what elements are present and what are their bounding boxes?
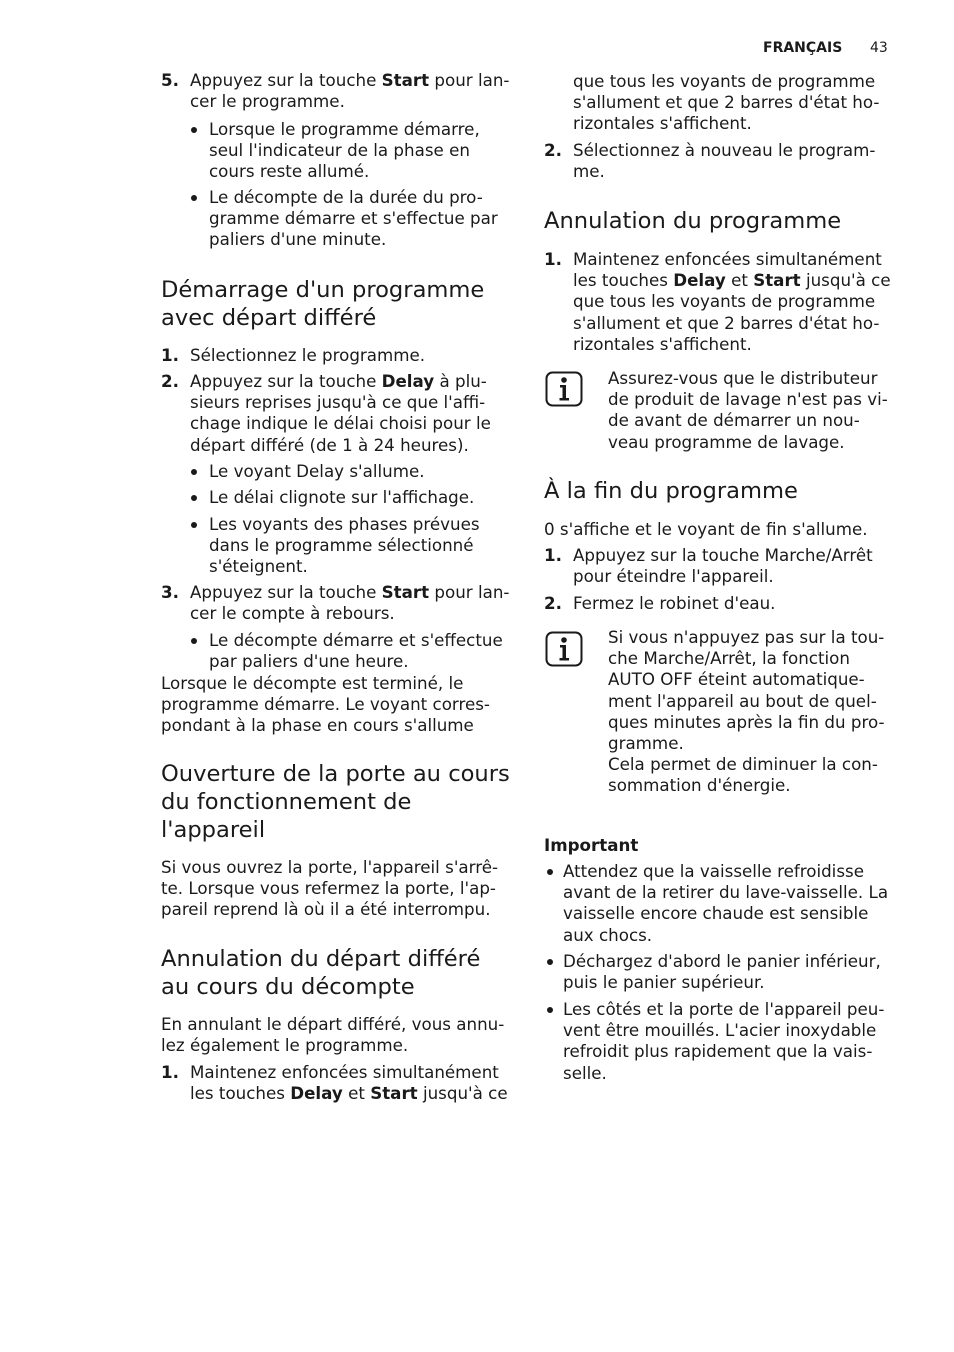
key-name-start: Start <box>381 582 430 602</box>
step-1 <box>161 345 425 366</box>
step-text <box>190 371 491 456</box>
text-line: programme démarre. Le voyant corres- <box>161 694 490 715</box>
text-line <box>573 270 891 291</box>
text-line: Si vous ouvrez la porte, l'appareil s'arrê- <box>161 857 498 877</box>
text-line: ment l'appareil au bout de quel- <box>608 690 877 711</box>
bullet-marker <box>191 127 197 133</box>
step-text <box>190 70 509 112</box>
bullet-marker <box>191 469 197 475</box>
text-line: de avant de démarrer un nou- <box>608 410 860 431</box>
step-number: 5. <box>161 70 179 90</box>
text-line: cer le compte à rebours. <box>190 603 395 624</box>
text-line: avant de la retirer du lave-vaisselle. La <box>563 882 889 903</box>
bullet-marker <box>547 869 553 875</box>
text-run: Appuyez sur la touche <box>190 582 382 602</box>
text-line: seul l'indicateur de la phase en <box>209 140 470 161</box>
text-line: Le voyant Delay s'allume. <box>209 461 425 481</box>
key-name-delay: Delay <box>381 371 435 391</box>
step-text <box>573 249 891 355</box>
step-text <box>573 545 873 587</box>
bullet-item <box>189 514 480 578</box>
text-line: vent être mouillés. L'acier inoxydable <box>563 1020 877 1041</box>
info-icon <box>545 371 583 407</box>
text-line: départ différé (de 1 à 24 heures). <box>190 434 469 455</box>
text-line: Sélectionnez le programme. <box>190 345 426 365</box>
text-line: s'éteignent. <box>209 556 308 577</box>
text-line: Lorsque le programme démarre, <box>209 119 480 139</box>
text-line: Cela permet de diminuer la con- <box>608 754 878 775</box>
bullet-item <box>545 861 888 946</box>
text-line <box>190 371 491 392</box>
key-name-start: Start <box>370 1083 418 1104</box>
body-paragraph <box>161 673 490 737</box>
step-continuation <box>573 71 879 135</box>
key-name-start: Start <box>753 270 801 291</box>
text-line: pareil reprend là où il a été interrompu. <box>161 899 491 920</box>
text-line: Sélectionnez à nouveau le program- <box>573 140 876 160</box>
bullet-text <box>209 119 480 183</box>
heading-line: du fonctionnement de <box>161 788 412 815</box>
text-line: pour éteindre l'appareil. <box>573 566 774 587</box>
key-name-delay: Delay <box>290 1083 343 1104</box>
bullet-item <box>189 119 480 183</box>
bullet-marker <box>547 1007 553 1013</box>
text-line: s'allument et que 2 barres d'état ho- <box>573 312 880 333</box>
text-line: Lorsque le décompte est terminé, le <box>161 673 464 693</box>
bullet-item <box>189 630 503 672</box>
heading-line: Ouverture de la porte au cours <box>161 761 510 787</box>
text-run: Appuyez sur la touche <box>190 70 382 90</box>
step-text <box>190 345 425 366</box>
step-text <box>573 140 875 182</box>
text-line <box>190 70 509 91</box>
body-paragraph <box>161 857 498 921</box>
step-number: 1. <box>161 1062 179 1082</box>
text-line: Assurez-vous que le distributeur <box>608 368 878 388</box>
text-line: selle. <box>563 1062 607 1083</box>
text-line: Le délai clignote sur l'affichage. <box>209 487 475 507</box>
text-line: Maintenez enfoncées simultanément <box>190 1062 499 1082</box>
text-run: à plu- <box>434 371 487 391</box>
text-line: sieurs reprises jusqu'à ce que l'affi- <box>190 392 486 413</box>
text-run: les touches <box>190 1083 291 1104</box>
bullet-text <box>209 461 425 482</box>
heading-line: Démarrage d'un programme <box>161 277 485 303</box>
text-line: me. <box>573 161 605 182</box>
info-note-text <box>608 368 888 453</box>
text-line: ques minutes après la fin du pro- <box>608 711 885 732</box>
step-1 <box>161 1062 508 1104</box>
bullet-item <box>545 951 881 993</box>
text-line: Si vous n'appuyez pas sur la tou- <box>608 627 885 647</box>
info-note-text <box>608 627 885 797</box>
heading-line: Annulation du départ différé <box>161 946 481 972</box>
important-title: Important <box>544 835 639 855</box>
bullet-item <box>545 999 884 1084</box>
text-line: vaisselle encore chaude est sensible <box>563 903 869 924</box>
bullet-item <box>189 487 474 508</box>
bullet-text <box>563 951 881 993</box>
heading-line: au cours du décompte <box>161 973 415 1000</box>
bullet-marker <box>191 195 197 201</box>
section-heading-door-opening <box>161 761 510 844</box>
text-line: AUTO OFF éteint automatique- <box>608 669 865 690</box>
text-line: refroidit plus rapidement que la vais- <box>563 1041 873 1062</box>
text-line: s'allument et que 2 barres d'état ho- <box>573 92 880 113</box>
heading-line: l'appareil <box>161 816 266 843</box>
text-line: Les voyants des phases prévues <box>209 514 480 534</box>
text-line: par paliers d'une heure. <box>209 651 409 672</box>
body-paragraph <box>544 519 868 540</box>
section-heading-cancel-program: Annulation du programme <box>544 208 842 234</box>
text-line: che Marche/Arrêt, la fonction <box>608 648 850 669</box>
text-line: En annulant le départ différé, vous annu- <box>161 1014 505 1034</box>
bullet-text <box>563 999 884 1084</box>
body-paragraph <box>161 1014 504 1056</box>
step-text <box>573 593 776 614</box>
text-run: Appuyez sur la touche <box>190 371 382 391</box>
step-2 <box>161 371 491 456</box>
section-heading-cancel-delay <box>161 946 480 1002</box>
text-line: pondant à la phase en cours s'allume <box>161 715 474 736</box>
text-line: Le décompte de la durée du pro- <box>209 187 483 207</box>
text-line: de produit de lavage n'est pas vi- <box>608 389 888 410</box>
step-1 <box>544 545 873 587</box>
text-line: Appuyez sur la touche Marche/Arrêt <box>573 545 873 565</box>
text-line <box>190 1083 508 1104</box>
text-line: rizontales s'affichent. <box>573 113 752 134</box>
text-line: veau programme de lavage. <box>608 431 845 452</box>
bullet-marker <box>191 638 197 644</box>
text-run: pour lan- <box>429 70 510 90</box>
text-line: cer le programme. <box>190 91 345 112</box>
text-line: chage indique le délai choisi pour le <box>190 413 491 434</box>
text-run: et <box>342 1083 371 1104</box>
step-3 <box>161 582 509 624</box>
heading-line: avec départ différé <box>161 304 377 331</box>
bullet-text <box>209 630 503 672</box>
bullet-text <box>209 514 480 578</box>
step-5 <box>161 70 509 112</box>
language-label: FRANÇAIS <box>763 40 843 56</box>
step-number: 1. <box>161 345 179 365</box>
text-line: lez également le programme. <box>161 1035 409 1056</box>
text-line: sommation d'énergie. <box>608 775 791 796</box>
step-text <box>190 582 509 624</box>
text-run: les touches <box>573 270 674 291</box>
text-line: gramme démarre et s'effectue par <box>209 208 498 229</box>
step-number: 1. <box>544 545 562 565</box>
step-1 <box>544 249 891 355</box>
bullet-text <box>209 487 474 508</box>
text-line: Le décompte démarre et s'effectue <box>209 630 503 650</box>
text-line: que tous les voyants de programme <box>573 291 876 312</box>
text-line: puis le panier supérieur. <box>563 972 765 993</box>
info-icon <box>545 631 583 667</box>
key-name-start: Start <box>381 70 430 90</box>
page-number: 43 <box>870 40 888 56</box>
section-heading-end-of-program: À la fin du programme <box>544 478 798 504</box>
text-line: que tous les voyants de programme <box>573 71 876 91</box>
bullet-text <box>209 187 498 251</box>
text-line: Les côtés et la porte de l'appareil peu- <box>563 999 885 1019</box>
key-name-delay: Delay <box>673 270 726 291</box>
text-line: rizontales s'affichent. <box>573 333 752 354</box>
step-2 <box>544 140 875 182</box>
text-line: Attendez que la vaisselle refroidisse <box>563 861 864 881</box>
bullet-text <box>563 861 888 946</box>
bullet-marker <box>191 495 197 501</box>
bullet-item <box>189 187 498 251</box>
bullet-marker <box>547 959 553 965</box>
text-line: Maintenez enfoncées simultanément <box>573 249 882 269</box>
text-line: te. Lorsque vous refermez la porte, l'ap- <box>161 878 496 899</box>
step-number: 2. <box>544 140 562 160</box>
text-line: Déchargez d'abord le panier inférieur, <box>563 951 881 971</box>
bullet-item <box>189 461 425 482</box>
section-heading-delayed-start <box>161 277 484 333</box>
text-line: 0 s'affiche et le voyant de fin s'allume. <box>544 519 868 539</box>
step-text <box>190 1062 508 1104</box>
text-line: Fermez le robinet d'eau. <box>573 593 776 613</box>
text-run: et <box>725 270 754 291</box>
text-line: aux chocs. <box>563 924 653 945</box>
text-line: paliers d'une minute. <box>209 229 387 250</box>
step-number: 2. <box>544 593 562 613</box>
text-line <box>190 582 509 603</box>
text-run: pour lan- <box>429 582 510 602</box>
step-2 <box>544 593 776 614</box>
text-line: cours reste allumé. <box>209 161 370 182</box>
bullet-marker <box>191 522 197 528</box>
step-number: 3. <box>161 582 179 602</box>
text-line: gramme. <box>608 732 684 753</box>
text-run: jusqu'à ce <box>800 270 891 291</box>
text-run: jusqu'à ce <box>417 1083 508 1104</box>
text-line: dans le programme sélectionné <box>209 535 474 556</box>
step-number: 1. <box>544 249 562 269</box>
step-number: 2. <box>161 371 179 391</box>
